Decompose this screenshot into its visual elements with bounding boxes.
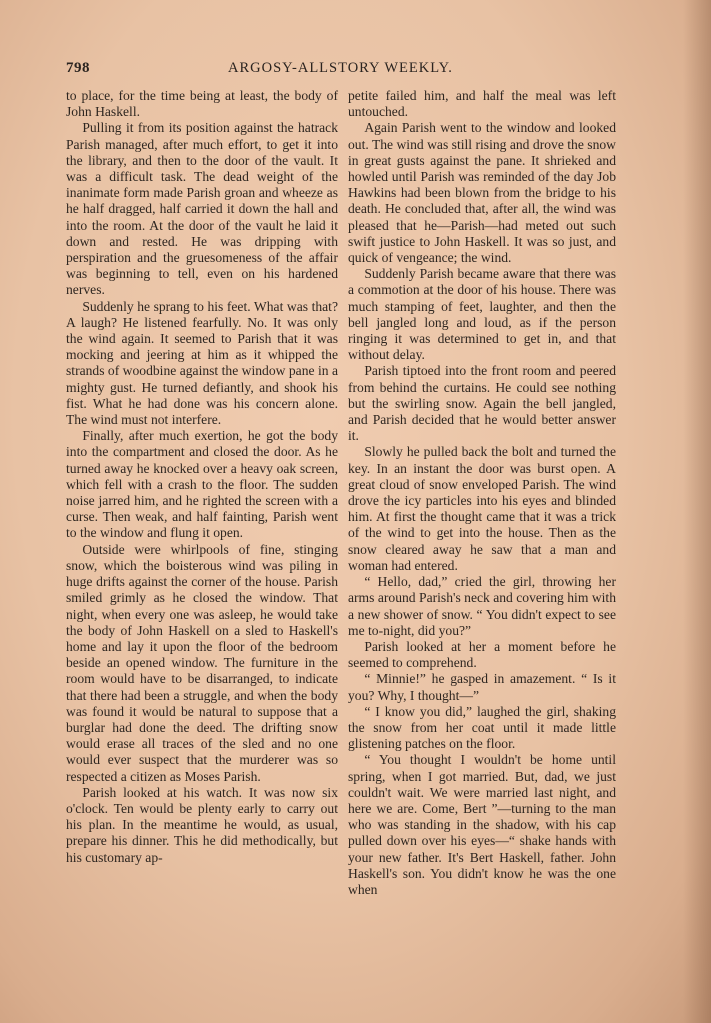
paragraph: “ I know you did,” laughed the girl, shaking the snow from her coat until it made little glistening patches on the floor. <box>348 703 616 752</box>
paragraph: to place, for the time being at least, the body of John Haskell. <box>66 88 338 120</box>
paragraph: Suddenly Parish became aware that there was a commotion at the door of his house. There was much stamping of feet, laughter, and then the bell jangled long and loud, as if the person ringing it was determined to get in, and that without delay. <box>348 266 616 363</box>
paragraph: Parish looked at her a moment before he seemed to comprehend. <box>348 638 616 671</box>
page-header <box>60 60 620 84</box>
paragraph: Outside were whirlpools of fine, stinging snow, which the boisterous wind was piling in huge drifts against the corner of the house. Parish smiled grimly as he closed the window. That night, when every one was asleep, he would take the body of John Haskell on a sled to Haskell's home and lay it upon the floor of the bedroom beside an opened window. The furniture in the room would have to be disarranged, to indicate that there had been a struggle, and when the body was found it would be natural to suppose that a burglar had done the deed. The drifting snow would erase all traces of the sled and no one would ever suspect that the murderer was so respected a citizen as Moses Parish. <box>66 541 338 784</box>
paragraph: Parish looked at his watch. It was now six o'clock. Ten would be plenty early to carry out his plan. In the meantime he would, as usual, prepare his dinner. This he did methodically, but his customary ap- <box>66 784 338 865</box>
paragraph: “ Minnie!” he gasped in amazement. “ Is it you? Why, I thought—” <box>348 671 616 703</box>
paragraph: Suddenly he sprang to his feet. What was that? A laugh? He listened fearfully. No. It was only the wind again. It seemed to Parish that it was mocking and jeering at him as it whipped the strands of woodbine against the window pane in a mighty gust. He turned defiantly, and shook his fist. What he had done was his concern alone. The wind must not interfere. <box>66 298 338 428</box>
left-column <box>66 88 338 866</box>
page-edge-shadow <box>683 0 711 1023</box>
paragraph: “ You thought I wouldn't be home until spring, when I got married. But, dad, we just couldn't wait. We were married last night, and here we are. Come, Bert ”—turning to the man who was standing in the shadow, with his cap pulled down over his eyes—“ shake hands with your new father. It's Bert Haskell, father. John Haskell's son. You didn't know he was the one when <box>348 752 616 897</box>
paragraph: petite failed him, and half the meal was left untouched. <box>348 88 616 120</box>
paragraph: Pulling it from its position against the hatrack Parish managed, after much effort, to get it into the library, and then to the door of the vault. It was a difficult task. The dead weight of the inanimate form made Parish groan and wheeze as he half dragged, half carried it down the hall and into the room. At the door of the vault he laid it down and rested. He was dripping with perspiration and the gruesomeness of the affair was beginning to tell, even on his hardened nerves. <box>66 120 338 298</box>
paragraph: Slowly he pulled back the bolt and turned the key. In an instant the door was burst open. A great cloud of snow enveloped Parish. The wind drove the icy particles into his eyes and blinded him. At first the thought came that it was a trick of the wind to get into the house. Then as the snow cleared away he saw that a man and woman had entered. <box>348 444 616 573</box>
paragraph: “ Hello, dad,” cried the girl, throwing her arms around Parish's neck and covering him with a new shower of snow. “ You didn't expect to see me to-night, did you?” <box>348 574 616 638</box>
right-column <box>348 88 616 898</box>
paragraph: Finally, after much exertion, he got the body into the compartment and closed the door. As he turned away he knocked over a heavy oak screen, which fell with a crash to the floor. The sudden noise jarred him, and he righted the screen with a curse. Then weak, and half fainting, Parish went to the window and flung it open. <box>66 428 338 541</box>
paragraph: Again Parish went to the window and looked out. The wind was still rising and drove the snow in great gusts against the pane. It shrieked and howled until Parish was reminded of the day Job Hawkins had been blown from the bridge to his death. He concluded that, after all, the wind was pleased that he—Parish—had meted out such swift justice to John Haskell. It was so just, and quick of vengeance; the wind. <box>348 120 616 266</box>
running-title: ARGOSY-ALLSTORY WEEKLY. <box>228 60 453 76</box>
paragraph: Parish tiptoed into the front room and peered from behind the curtains. He could see nothing but the swirling snow. Again the bell jangled, and Parish decided that he would better answer it. <box>348 363 616 444</box>
page-number: 798 <box>66 60 90 76</box>
